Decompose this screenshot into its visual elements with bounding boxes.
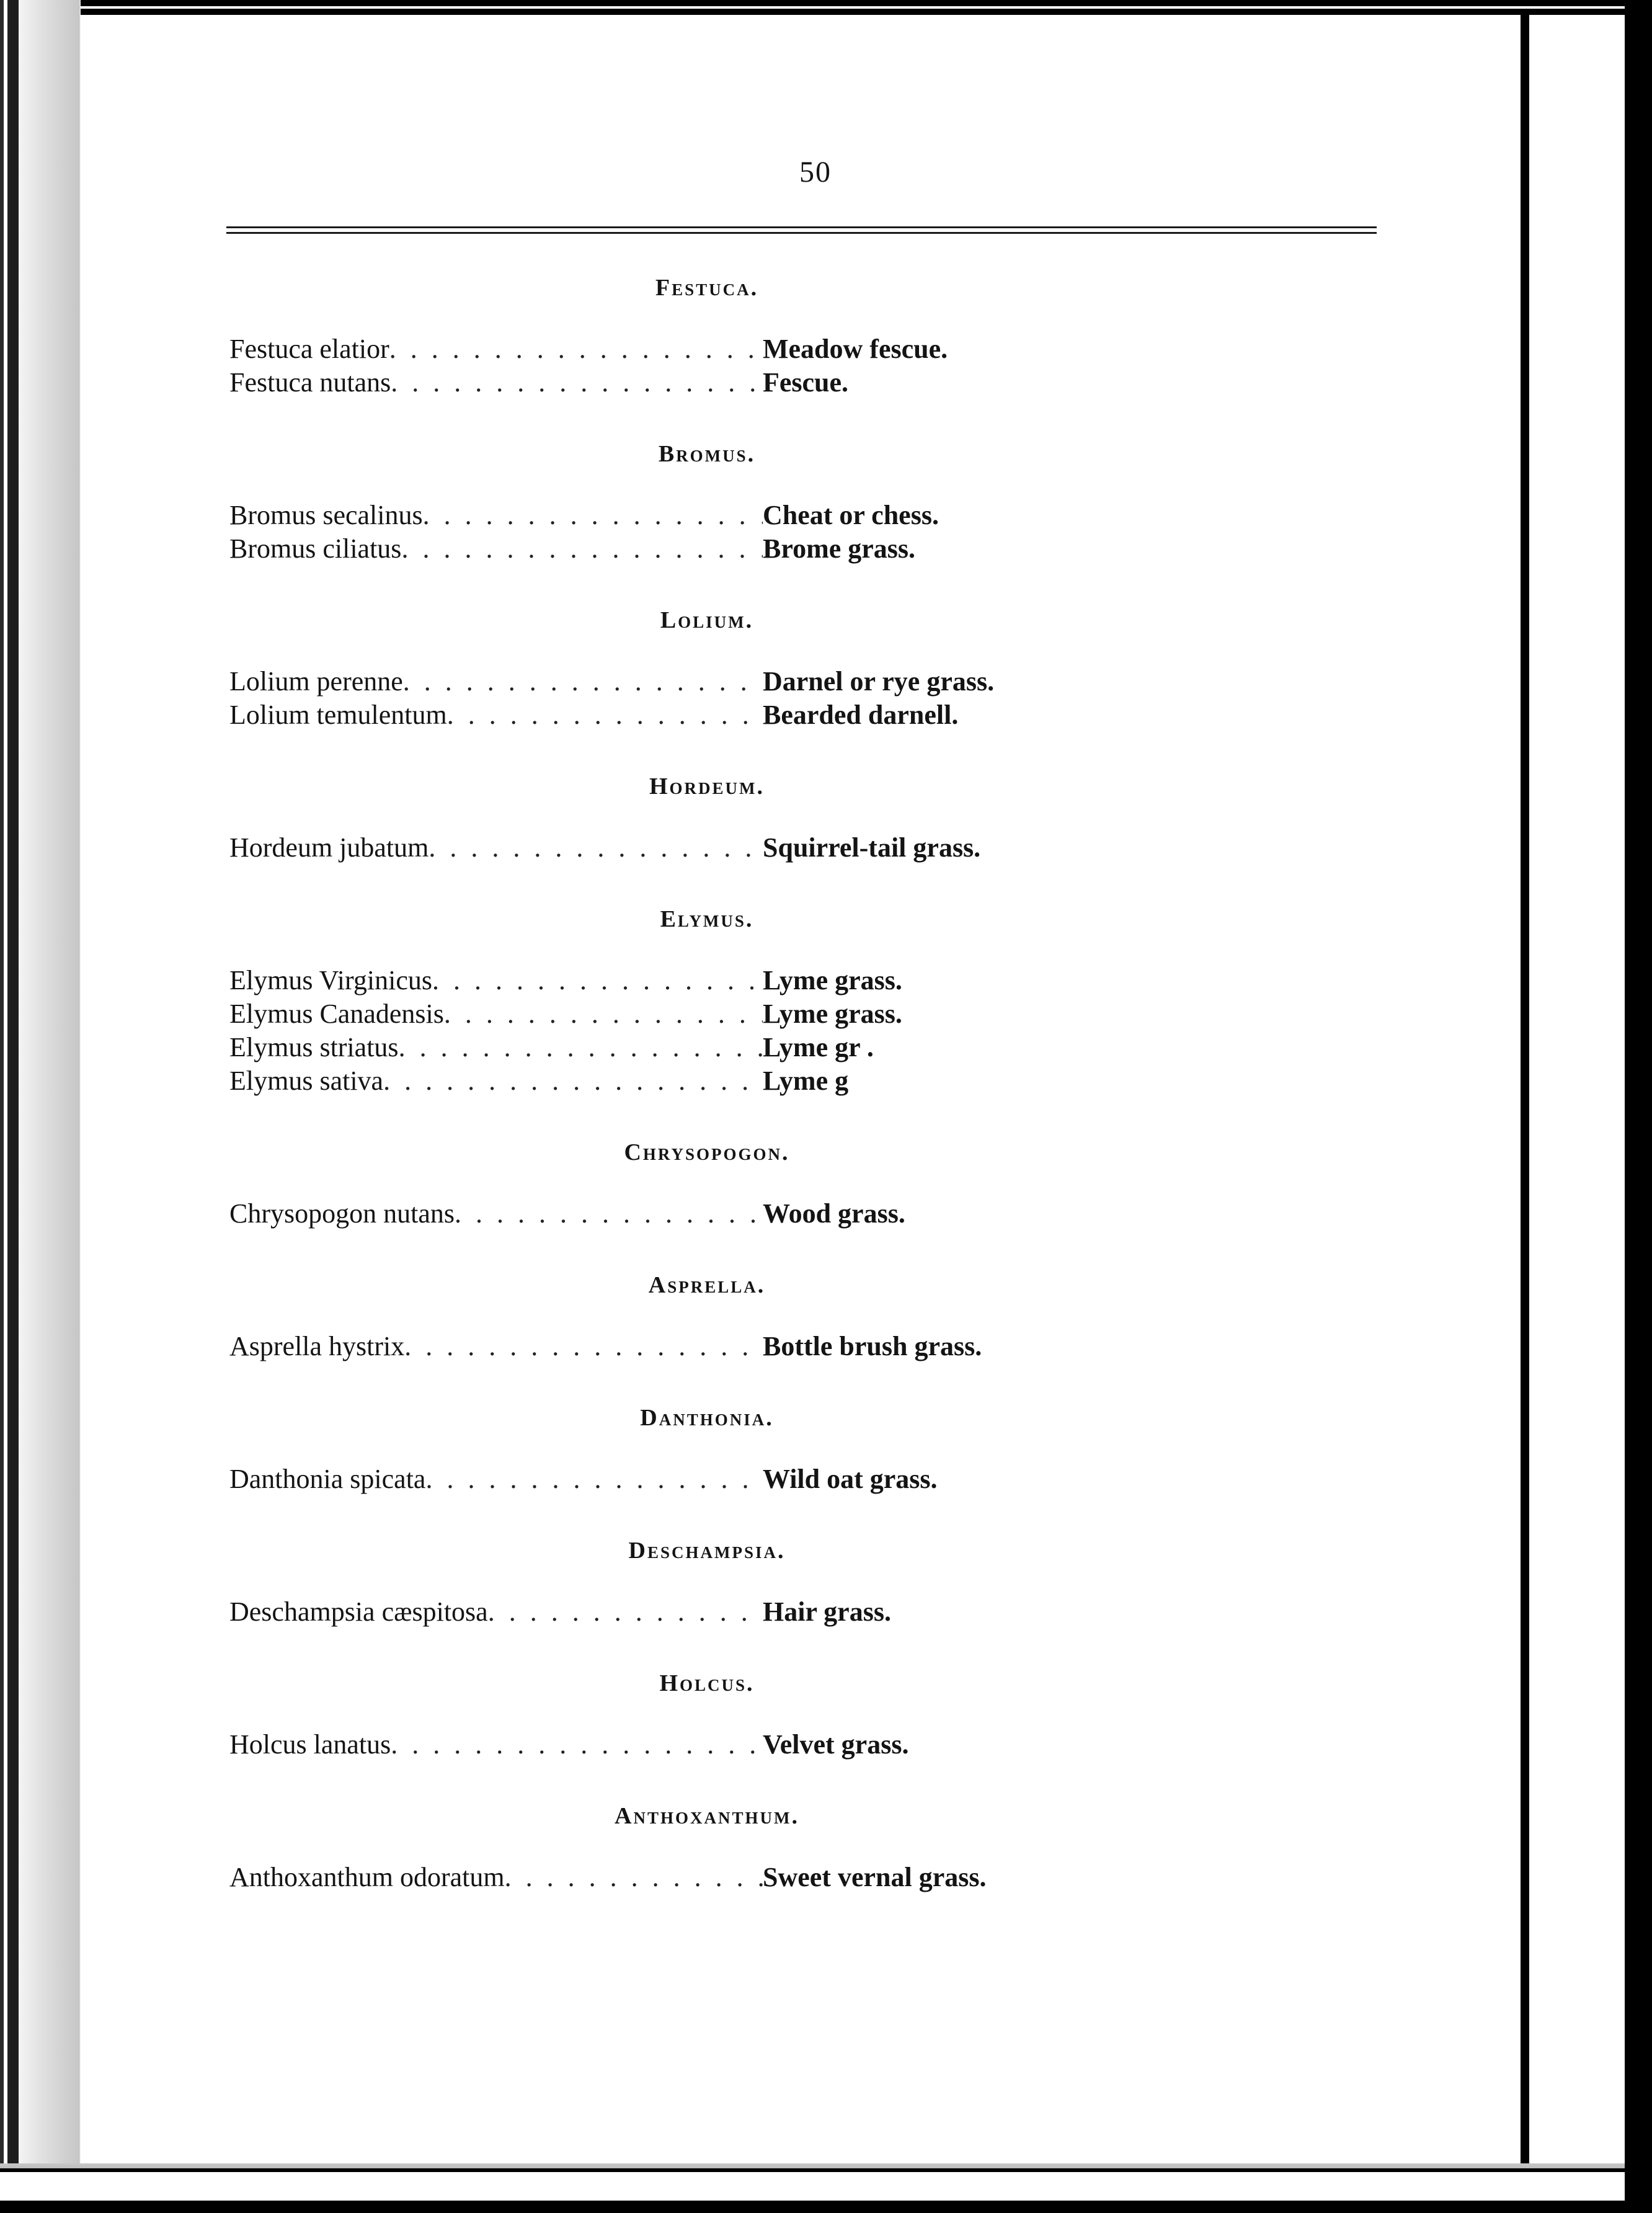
genus-section <box>229 1536 1110 1629</box>
genus-section <box>229 1403 1110 1496</box>
genus-heading: Anthoxanthum. <box>615 1803 799 1829</box>
common-name: Fescue. <box>763 367 849 398</box>
genus-section <box>229 605 1110 732</box>
genus-heading: Lolium. <box>660 607 754 633</box>
dot-leader <box>404 1330 763 1363</box>
species-entry <box>229 1861 1110 1894</box>
common-name: Brome grass. <box>763 533 916 564</box>
dot-leader <box>444 997 763 1031</box>
species-entry <box>229 997 1110 1031</box>
species-entry <box>229 1197 1110 1231</box>
page-number: 50 <box>799 156 832 189</box>
latin-name: Bromus secalinus <box>229 500 423 530</box>
dot-leader <box>389 332 763 366</box>
latin-name: Festuca nutans <box>229 367 391 398</box>
common-name: Hair grass. <box>763 1596 891 1627</box>
common-name: Lyme grass. <box>763 965 902 995</box>
species-entry <box>229 1463 1110 1496</box>
common-name: Wood grass. <box>763 1198 905 1229</box>
common-name: Meadow fescue. <box>763 334 948 364</box>
dot-leader <box>391 1728 763 1761</box>
genus-section <box>229 273 1110 399</box>
genus-heading: Deschampsia. <box>628 1538 786 1564</box>
dot-leader <box>455 1197 763 1231</box>
genus-section <box>229 904 1110 1098</box>
scan-edge-bottom <box>0 2163 1652 2213</box>
dot-leader <box>399 1031 763 1064</box>
dot-leader <box>505 1861 763 1894</box>
dot-leader <box>488 1595 763 1629</box>
species-entry <box>229 532 1110 566</box>
species-entry <box>229 665 1110 698</box>
genus-section <box>229 439 1110 566</box>
latin-name: Anthoxanthum odoratum <box>229 1862 505 1892</box>
genus-section <box>229 1270 1110 1363</box>
latin-name: Chrysopogon nutans <box>229 1198 455 1229</box>
dot-leader <box>383 1064 763 1098</box>
common-name: Darnel or rye grass. <box>763 666 995 697</box>
scan-edge-top <box>0 0 1652 15</box>
species-entry <box>229 1064 1110 1098</box>
species-entry <box>229 1031 1110 1064</box>
dot-leader <box>432 964 763 997</box>
genus-heading: Elymus. <box>660 906 754 932</box>
latin-name: Holcus lanatus <box>229 1729 391 1760</box>
dot-leader <box>403 665 763 698</box>
dot-leader <box>425 1463 763 1496</box>
genus-heading: Asprella. <box>648 1272 766 1298</box>
scan-page-edge-right <box>1521 15 1529 2163</box>
species-entry <box>229 366 1110 399</box>
common-name: Lyme gr . <box>763 1032 874 1062</box>
latin-name: Bromus ciliatus <box>229 533 402 564</box>
species-entry <box>229 1330 1110 1363</box>
latin-name: Danthonia spicata <box>229 1464 426 1494</box>
species-entry <box>229 964 1110 997</box>
latin-name: Elymus Canadensis <box>229 999 444 1029</box>
common-name: Bearded darnell. <box>763 700 959 730</box>
grass-list <box>229 273 1110 1934</box>
scan-edge-right <box>1625 0 1652 2213</box>
genus-heading: Bromus. <box>658 441 756 467</box>
common-name: Cheat or chess. <box>763 500 939 530</box>
latin-name: Elymus sativa <box>229 1066 384 1096</box>
species-entry <box>229 831 1110 865</box>
latin-name: Lolium perenne <box>229 666 403 697</box>
latin-name: Deschampsia cæspitosa <box>229 1596 488 1627</box>
latin-name: Elymus Virginicus <box>229 965 432 995</box>
genus-section <box>229 1138 1110 1231</box>
genus-heading: Hordeum. <box>649 773 765 799</box>
scan-edge-left <box>0 0 81 2213</box>
dot-leader <box>429 831 763 865</box>
genus-heading: Festuca. <box>655 275 759 301</box>
genus-heading: Chrysopogon. <box>624 1139 790 1165</box>
common-name: Wild oat grass. <box>763 1464 938 1494</box>
genus-section <box>229 1668 1110 1761</box>
common-name: Lyme grass. <box>763 999 902 1029</box>
common-name: Bottle brush grass. <box>763 1331 982 1361</box>
dot-leader <box>447 698 763 732</box>
dot-leader <box>401 532 763 566</box>
species-entry <box>229 1595 1110 1629</box>
common-name: Lyme g <box>763 1066 849 1096</box>
common-name: Squirrel-tail grass. <box>763 832 981 863</box>
species-entry <box>229 698 1110 732</box>
genus-section <box>229 1801 1110 1894</box>
common-name: Velvet grass. <box>763 1729 909 1760</box>
dot-leader <box>423 499 763 532</box>
species-entry <box>229 1728 1110 1761</box>
latin-name: Hordeum jubatum <box>229 832 429 863</box>
latin-name: Elymus striatus <box>229 1032 399 1062</box>
latin-name: Festuca elatior <box>229 334 389 364</box>
genus-heading: Holcus. <box>659 1670 755 1696</box>
header-rule <box>226 226 1377 234</box>
genus-section <box>229 772 1110 865</box>
common-name: Sweet vernal grass. <box>763 1862 987 1892</box>
species-entry <box>229 499 1110 532</box>
dot-leader <box>391 366 763 399</box>
genus-heading: Danthonia. <box>640 1405 774 1431</box>
species-entry <box>229 332 1110 366</box>
latin-name: Lolium temulentum <box>229 700 447 730</box>
latin-name: Asprella hystrix <box>229 1331 405 1361</box>
